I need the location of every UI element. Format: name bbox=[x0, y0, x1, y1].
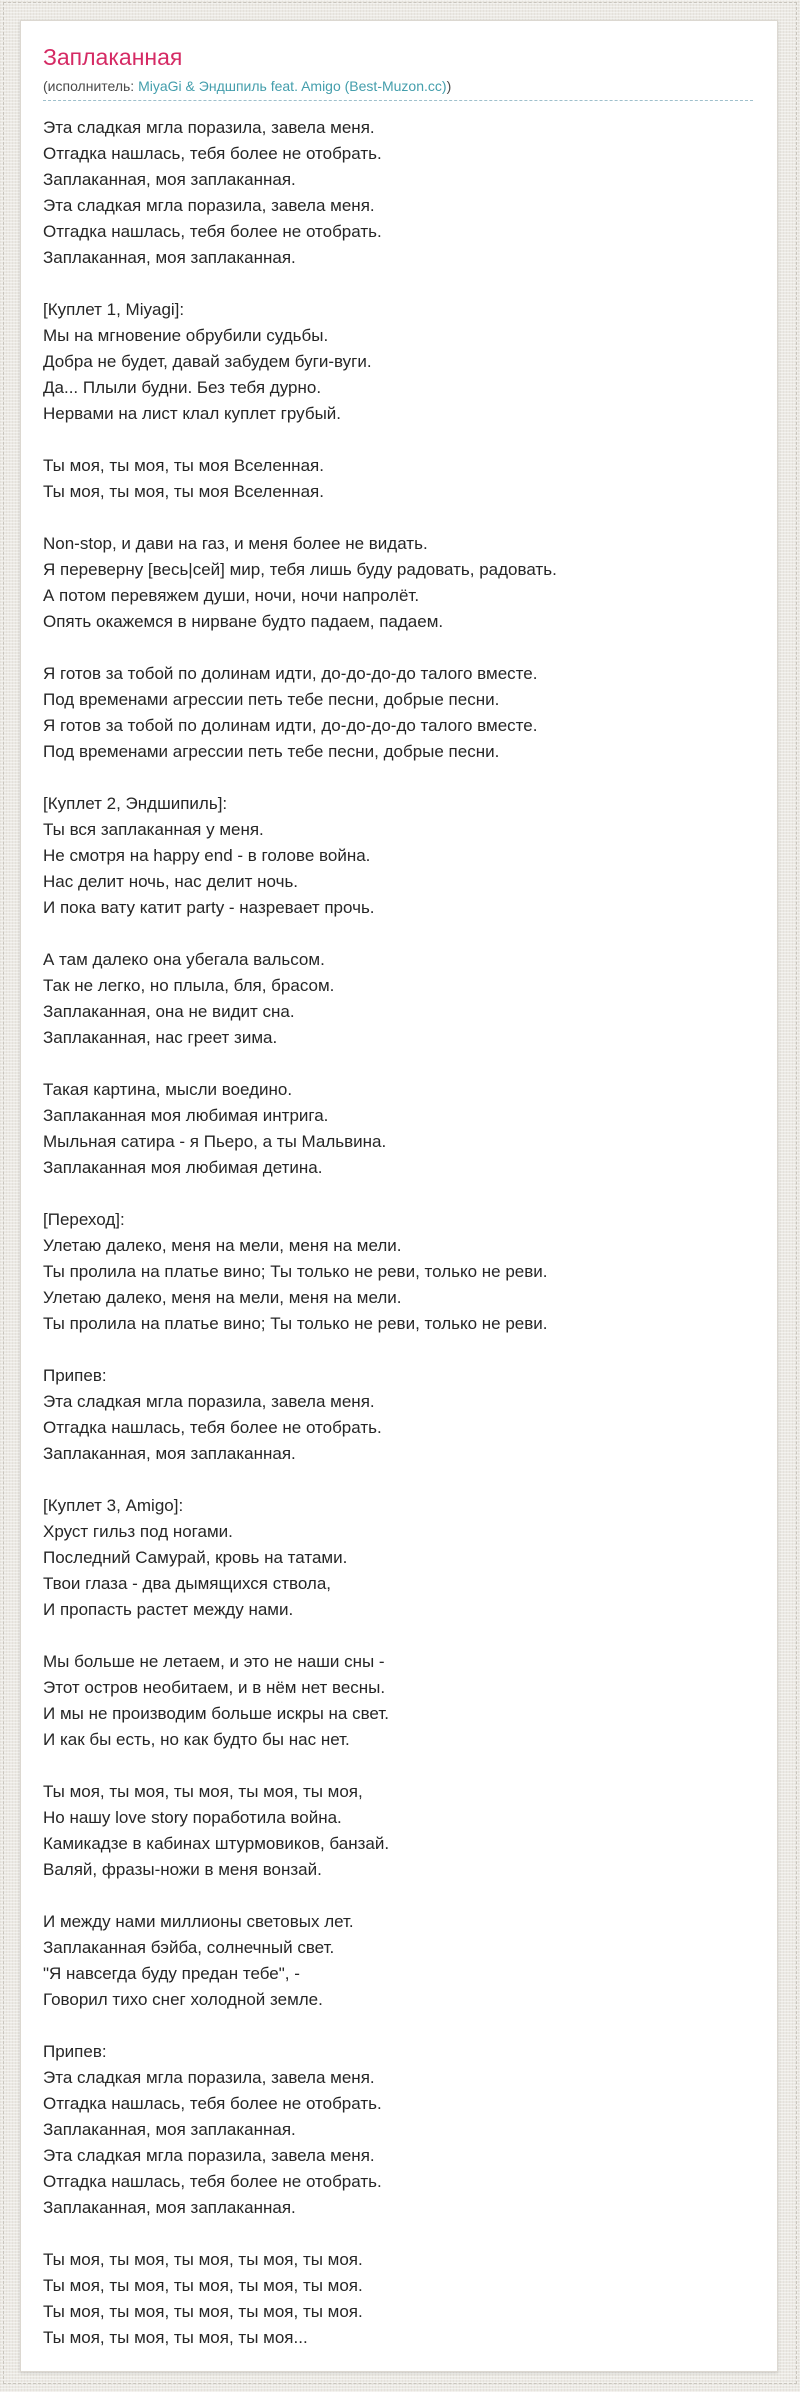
lyric-line: Припев: bbox=[43, 1366, 107, 1385]
lyric-line: Эта сладкая мгла поразила, завела меня. bbox=[43, 2146, 375, 2165]
lyric-line: Отгадка нашлась, тебя более не отобрать. bbox=[43, 2172, 382, 2191]
artist-line bbox=[43, 77, 753, 101]
lyric-line: "Я навсегда буду предан тебе", - bbox=[43, 1964, 300, 1983]
lyric-line: Мыльная сатира - я Пьеро, а ты Мальвина. bbox=[43, 1132, 387, 1151]
stanza bbox=[43, 1493, 753, 1623]
lyric-line: Припев: bbox=[43, 2042, 107, 2061]
lyric-line: Заплаканная, моя заплаканная. bbox=[43, 2198, 296, 2217]
lyric-line: Не смотря на happy end - в голове война. bbox=[43, 846, 371, 865]
lyric-line: Ты моя, ты моя, ты моя Вселенная. bbox=[43, 456, 324, 475]
lyric-line: Заплаканная бэйба, солнечный свет. bbox=[43, 1938, 335, 1957]
lyric-line: Твои глаза - два дымящихся ствола, bbox=[43, 1574, 332, 1593]
lyric-line: Ты моя, ты моя, ты моя Вселенная. bbox=[43, 482, 324, 501]
lyric-line: Такая картина, мысли воедино. bbox=[43, 1080, 293, 1099]
lyric-line: Да... Плыли будни. Без тебя дурно. bbox=[43, 378, 322, 397]
lyric-line: Заплаканная, моя заплаканная. bbox=[43, 248, 296, 267]
lyric-line: Я готов за тобой по долинам идти, до-до-до-до талого вместе. bbox=[43, 664, 538, 683]
lyric-line: Под временами агрессии петь тебе песни, добрые песни. bbox=[43, 742, 500, 761]
lyric-line: Последний Самурай, кровь на татами. bbox=[43, 1548, 348, 1567]
lyric-line: Отгадка нашлась, тебя более не отобрать. bbox=[43, 144, 382, 163]
lyric-line: Ты моя, ты моя, ты моя, ты моя, ты моя. bbox=[43, 2250, 363, 2269]
lyric-line: Эта сладкая мгла поразила, завела меня. bbox=[43, 1392, 375, 1411]
lyric-line: Заплаканная моя любимая детина. bbox=[43, 1158, 323, 1177]
lyric-line: Опять окажемся в нирване будто падаем, падаем. bbox=[43, 612, 444, 631]
lyric-line: И пока вату катит party - назревает прочь. bbox=[43, 898, 375, 917]
lyric-line: Ты моя, ты моя, ты моя, ты моя... bbox=[43, 2328, 308, 2347]
lyric-line: Хруст гильз под ногами. bbox=[43, 1522, 233, 1541]
stanza bbox=[43, 2247, 753, 2351]
lyric-line: Отгадка нашлась, тебя более не отобрать. bbox=[43, 2094, 382, 2113]
lyrics-text bbox=[43, 115, 753, 2351]
lyric-line: [Куплет 1, Miyagi]: bbox=[43, 300, 185, 319]
stanza bbox=[43, 947, 753, 1051]
lyric-line: Ты моя, ты моя, ты моя, ты моя, ты моя. bbox=[43, 2302, 363, 2321]
lyric-line: Ты вся заплаканная у меня. bbox=[43, 820, 264, 839]
lyric-line: Заплаканная, она не видит сна. bbox=[43, 1002, 295, 1021]
lyric-line: Добра не будет, давай забудем буги-вуги. bbox=[43, 352, 372, 371]
lyric-line: [Куплет 3, Amigo]: bbox=[43, 1496, 184, 1515]
lyric-line: Под временами агрессии петь тебе песни, добрые песни. bbox=[43, 690, 500, 709]
lyric-line: Но нашу love story поработила война. bbox=[43, 1808, 342, 1827]
lyric-line: Нас делит ночь, нас делит ночь. bbox=[43, 872, 299, 891]
lyric-line: А потом перевяжем души, ночи, ночи напролёт. bbox=[43, 586, 420, 605]
lyric-line: Я переверну [весь|сей] мир, тебя лишь буду радовать, радовать. bbox=[43, 560, 557, 579]
lyric-line: Эта сладкая мгла поразила, завела меня. bbox=[43, 2068, 375, 2087]
lyric-line: Ты моя, ты моя, ты моя, ты моя, ты моя. bbox=[43, 2276, 363, 2295]
lyric-line: Отгадка нашлась, тебя более не отобрать. bbox=[43, 222, 382, 241]
lyric-line: Улетаю далеко, меня на мели, меня на мели. bbox=[43, 1236, 402, 1255]
lyric-line: Этот остров необитаем, и в нём нет весны. bbox=[43, 1678, 386, 1697]
lyric-line: Заплаканная, моя заплаканная. bbox=[43, 2120, 296, 2139]
lyric-line: Так не легко, но плыла, бля, брасом. bbox=[43, 976, 335, 995]
stanza bbox=[43, 791, 753, 921]
stanza bbox=[43, 453, 753, 505]
lyric-line: Я готов за тобой по долинам идти, до-до-до-до талого вместе. bbox=[43, 716, 538, 735]
lyric-line: А там далеко она убегала вальсом. bbox=[43, 950, 325, 969]
stanza bbox=[43, 2039, 753, 2221]
lyric-line: Говорил тихо снег холодной земле. bbox=[43, 1990, 323, 2009]
lyric-line: Non-stop, и дави на газ, и меня более не видать. bbox=[43, 534, 428, 553]
lyric-line: И как бы есть, но как будто бы нас нет. bbox=[43, 1730, 350, 1749]
lyric-line: Мы на мгновение обрубили судьбы. bbox=[43, 326, 329, 345]
stanza bbox=[43, 531, 753, 635]
lyric-line: Ты пролила на платье вино; Ты только не реви, только не реви. bbox=[43, 1314, 548, 1333]
lyric-line: Заплаканная моя любимая интрига. bbox=[43, 1106, 329, 1125]
lyric-line: Эта сладкая мгла поразила, завела меня. bbox=[43, 118, 375, 137]
lyric-line: И между нами миллионы световых лет. bbox=[43, 1912, 354, 1931]
lyric-line: Ты моя, ты моя, ты моя, ты моя, ты моя, bbox=[43, 1782, 363, 1801]
lyric-line: Мы больше не летаем, и это не наши сны - bbox=[43, 1652, 385, 1671]
artist-close-paren: ) bbox=[446, 78, 452, 94]
stanza bbox=[43, 297, 753, 427]
lyric-line: [Куплет 2, Эндшипиль]: bbox=[43, 794, 228, 813]
stanza bbox=[43, 115, 753, 271]
stanza bbox=[43, 1649, 753, 1753]
stanza bbox=[43, 1779, 753, 1883]
lyric-line: [Переход]: bbox=[43, 1210, 125, 1229]
stanza bbox=[43, 1909, 753, 2013]
stanza bbox=[43, 1363, 753, 1467]
lyric-line: Нервами на лист клал куплет грубый. bbox=[43, 404, 342, 423]
lyric-line: Ты пролила на платье вино; Ты только не реви, только не реви. bbox=[43, 1262, 548, 1281]
artist-label: (исполнитель: bbox=[43, 78, 139, 94]
stanza bbox=[43, 661, 753, 765]
lyric-line: Заплаканная, моя заплаканная. bbox=[43, 170, 296, 189]
lyric-line: И мы не производим больше искры на свет. bbox=[43, 1704, 389, 1723]
lyric-line: Отгадка нашлась, тебя более не отобрать. bbox=[43, 1418, 382, 1437]
lyric-line: Улетаю далеко, меня на мели, меня на мели. bbox=[43, 1288, 402, 1307]
stanza bbox=[43, 1207, 753, 1337]
lyric-line: И пропасть растет между нами. bbox=[43, 1600, 294, 1619]
lyrics-card bbox=[20, 20, 778, 2372]
lyric-line: Камикадзе в кабинах штурмовиков, банзай. bbox=[43, 1834, 390, 1853]
artist-link[interactable]: MiyaGi & Эндшпиль feat. Amigo (Best-Muzon.cc) bbox=[138, 78, 447, 94]
lyric-line: Эта сладкая мгла поразила, завела меня. bbox=[43, 196, 375, 215]
stanza bbox=[43, 1077, 753, 1181]
lyric-line: Заплаканная, моя заплаканная. bbox=[43, 1444, 296, 1463]
lyric-line: Заплаканная, нас греет зима. bbox=[43, 1028, 278, 1047]
lyric-line: Валяй, фразы-ножи в меня вонзай. bbox=[43, 1860, 322, 1879]
page-title: Заплаканная bbox=[43, 44, 183, 70]
